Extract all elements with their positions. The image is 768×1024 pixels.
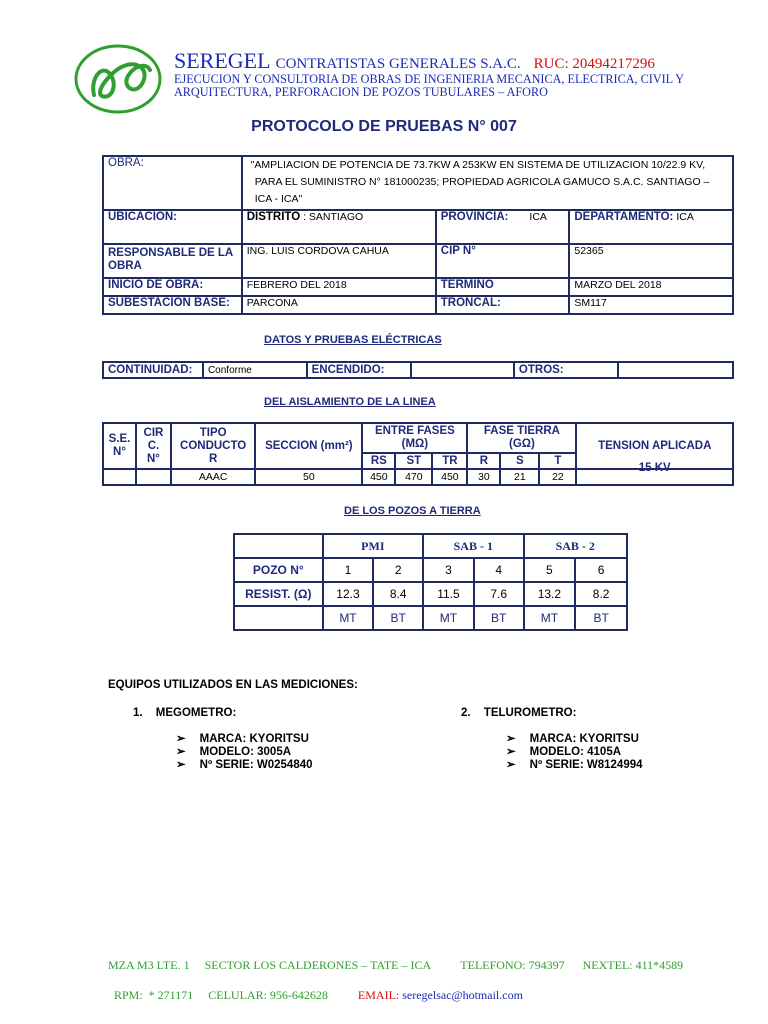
bullet-arrow-icon: ➢ [176, 759, 186, 771]
type-label [234, 606, 323, 630]
resist-value: 13.2 [524, 582, 576, 606]
pozo-number: 6 [575, 558, 627, 582]
footer-email-label: EMAIL: [357, 988, 403, 1002]
company-header [174, 48, 655, 74]
header-entre-fases [362, 423, 467, 453]
type-value: MT [423, 606, 474, 630]
equipo-2-details [506, 733, 643, 772]
equipo-2-modelo: MODELO: 4105A [529, 746, 622, 758]
header-circuito-line-3: N° [146, 452, 160, 465]
company-ruc: RUC: 20494217296 [533, 56, 655, 72]
equipos-heading: EQUIPOS UTILIZADOS EN LAS MEDICIONES: [108, 679, 358, 691]
bullet-arrow-icon: ➢ [506, 759, 516, 771]
pozos-table [233, 533, 628, 631]
obra-value [242, 156, 733, 210]
provincia-value: ICA [529, 211, 547, 223]
inicio-label: INICIO DE OBRA: [103, 278, 242, 296]
equipo-1-number: 1. [133, 707, 143, 719]
responsable-value: ING. LUIS CORDOVA CAHUA [242, 244, 436, 278]
type-value: MT [323, 606, 374, 630]
table-row [103, 278, 733, 296]
equipo-2-title [461, 707, 576, 719]
group-sab-2: SAB - 2 [524, 534, 627, 558]
sub-r: R [467, 453, 500, 469]
group-pmi: PMI [323, 534, 423, 558]
sub-rs: RS [362, 453, 395, 469]
continuidad-table [102, 361, 734, 379]
table-row [234, 606, 627, 630]
company-name: SEREGEL [174, 48, 271, 73]
sub-tr: TR [432, 453, 467, 469]
otros-label: OTROS: [514, 362, 618, 378]
header-tierra-line-2: (GΩ) [509, 438, 535, 450]
tipo-value: AAAC [171, 469, 255, 485]
inicio-value: FEBRERO DEL 2018 [242, 278, 436, 296]
footer-contact [108, 973, 523, 1003]
bullet-arrow-icon: ➢ [176, 746, 186, 758]
bullet-arrow-icon: ➢ [506, 746, 516, 758]
resist-value: 8.4 [373, 582, 423, 606]
resist-value: 7.6 [474, 582, 524, 606]
pozo-number: 4 [474, 558, 524, 582]
st-value: 470 [395, 469, 432, 485]
termino-label: TERMINO [436, 278, 570, 296]
seccion-value: 50 [255, 469, 362, 485]
equipo-1-modelo: MODELO: 3005A [199, 746, 292, 758]
table-row [103, 423, 733, 453]
page-title: PROTOCOLO DE PRUEBAS N° 007 [251, 118, 517, 135]
header-tipo-conductor [171, 423, 255, 469]
table-row [103, 156, 733, 210]
company-logo-icon [72, 40, 167, 116]
table-row [103, 362, 733, 378]
equipo-2-serie: Nº SERIE: W8124994 [529, 759, 643, 771]
ubicacion-label: UBICACIÓN: [103, 210, 242, 244]
header-seccion: SECCION (mm²) [255, 423, 362, 469]
type-value: BT [575, 606, 627, 630]
distrito-cell [242, 210, 436, 244]
table-row [103, 469, 733, 485]
sub-s: S [500, 453, 539, 469]
table-row [103, 244, 733, 278]
cip-label: CIP N° [436, 244, 570, 278]
group-sab-1: SAB - 1 [423, 534, 523, 558]
header-fase-tierra [467, 423, 576, 453]
subestacion-value: PARCONA [242, 296, 436, 314]
header-tipo-line-3: R [208, 452, 218, 465]
type-value: BT [373, 606, 423, 630]
equipo-2-number: 2. [461, 707, 471, 719]
equipo-1-details [176, 733, 313, 772]
pozo-number: 5 [524, 558, 576, 582]
header-se [103, 423, 136, 469]
obra-line-1: "AMPLIACION DE POTENCIA DE 73.7KW A 253KW EN SISTEMA DE UTILIZACION 10/22.9 KV, [250, 159, 706, 171]
provincia-cell [436, 210, 570, 244]
pozo-label: POZO N° [234, 558, 323, 582]
bullet-arrow-icon: ➢ [506, 733, 516, 745]
responsable-label [103, 244, 242, 278]
pozo-number: 3 [423, 558, 474, 582]
distrito-label: DISTRITO [246, 211, 301, 223]
resist-value: 12.3 [323, 582, 374, 606]
circuito-value [136, 469, 171, 485]
table-row [234, 582, 627, 606]
sub-t: T [539, 453, 576, 469]
header-tension: TENSION APLICADA [576, 423, 733, 469]
encendido-value [411, 362, 514, 378]
continuidad-value: Conforme [203, 362, 307, 378]
resist-label: RESIST. (Ω) [234, 582, 323, 606]
header-circuito-line-1: CIR [143, 426, 164, 439]
type-value: MT [524, 606, 576, 630]
resist-value: 8.2 [575, 582, 627, 606]
resist-value: 11.5 [423, 582, 474, 606]
pozos-heading: DE LOS POZOS A TIERRA [344, 505, 481, 517]
departamento-value: ICA [676, 211, 694, 223]
tension-value: 15 KV [576, 460, 733, 476]
footer-phones: RPM: * 271171 CELULAR: 956-642628 [114, 988, 328, 1002]
responsable-label-line-2: OBRA [108, 260, 142, 272]
header-tipo-line-1: TIPO [199, 426, 227, 439]
troncal-label: TRONCAL: [436, 296, 570, 314]
header-tipo-line-2: CONDUCTO [180, 439, 247, 452]
aislamiento-heading: DEL AISLAMIENTO DE LA LINEA [264, 396, 436, 408]
equipo-1-title [133, 707, 236, 719]
distrito-value: : SANTIAGO [303, 211, 364, 223]
bullet-arrow-icon: ➢ [176, 733, 186, 745]
subestacion-label: SUBESTACIÓN BASE: [103, 296, 242, 314]
footer-address: MZA M3 LTE. 1 SECTOR LOS CALDERONES – TATE – ICA TELEFONO: 794397 NEXTEL: 411*4589 [108, 958, 684, 972]
se-value [103, 469, 136, 485]
table-row [103, 296, 733, 314]
company-tagline-2: ARQUITECTURA, PERFORACION DE POZOS TUBULARES – AFORO [174, 85, 548, 99]
equipo-1-name: MEGOMETRO: [155, 707, 237, 719]
pozos-corner [234, 534, 323, 558]
troncal-value: SM117 [569, 296, 733, 314]
equipo-1-serie: Nº SERIE: W0254840 [199, 759, 313, 771]
obra-line-2: PARA EL SUMINISTRO N° 181000235; PROPIEDAD AGRICOLA GAMUCO S.A.C. SANTIAGO – [254, 176, 710, 188]
header-entre-line-1: ENTRE FASES [374, 425, 455, 437]
header-se-line-1: S.E. [108, 433, 131, 445]
table-row [103, 210, 733, 244]
termino-value: MARZO DEL 2018 [569, 278, 733, 296]
table-row [234, 558, 627, 582]
aislamiento-table [102, 422, 734, 486]
obra-label: OBRA: [103, 156, 242, 210]
equipo-2-marca: MARCA: KYORITSU [529, 733, 639, 745]
header-se-line-2: N° [113, 446, 126, 458]
tr-value: 450 [432, 469, 467, 485]
pozo-number: 2 [373, 558, 423, 582]
t-value: 22 [539, 469, 576, 485]
header-circuito-line-2: C. [147, 439, 160, 452]
company-suffix: CONTRATISTAS GENERALES S.A.C. [275, 56, 521, 72]
cip-value: 52365 [569, 244, 733, 278]
header-circuito [136, 423, 171, 469]
equipo-1-marca: MARCA: KYORITSU [199, 733, 309, 745]
header-tierra-line-1: FASE TIERRA [483, 425, 560, 437]
equipo-2-name: TELUROMETRO: [483, 707, 577, 719]
footer-email[interactable]: seregelsac@hotmail.com [402, 988, 523, 1002]
datos-heading: DATOS Y PRUEBAS ELÉCTRICAS [264, 334, 442, 346]
departamento-label: DEPARTAMENTO: [574, 211, 674, 223]
responsable-label-line-1: RESPONSABLE DE LA [108, 247, 234, 259]
provincia-label: PROVINCIA: [440, 211, 509, 223]
header-entre-line-2: (MΩ) [401, 438, 429, 450]
table-row [234, 534, 627, 558]
company-tagline-1: EJECUCION Y CONSULTORIA DE OBRAS DE INGENIERIA MECANICA, ELECTRICA, CIVIL Y [174, 72, 685, 86]
obra-line-3: ICA - ICA" [254, 193, 303, 205]
project-info-table [102, 155, 734, 315]
continuidad-label: CONTINUIDAD: [103, 362, 203, 378]
rs-value: 450 [362, 469, 395, 485]
pozo-number: 1 [323, 558, 374, 582]
s-value: 21 [500, 469, 539, 485]
encendido-label: ENCENDIDO: [307, 362, 411, 378]
type-value: BT [474, 606, 524, 630]
r-value: 30 [467, 469, 500, 485]
sub-st: ST [395, 453, 432, 469]
departamento-cell [569, 210, 733, 244]
otros-value [618, 362, 733, 378]
